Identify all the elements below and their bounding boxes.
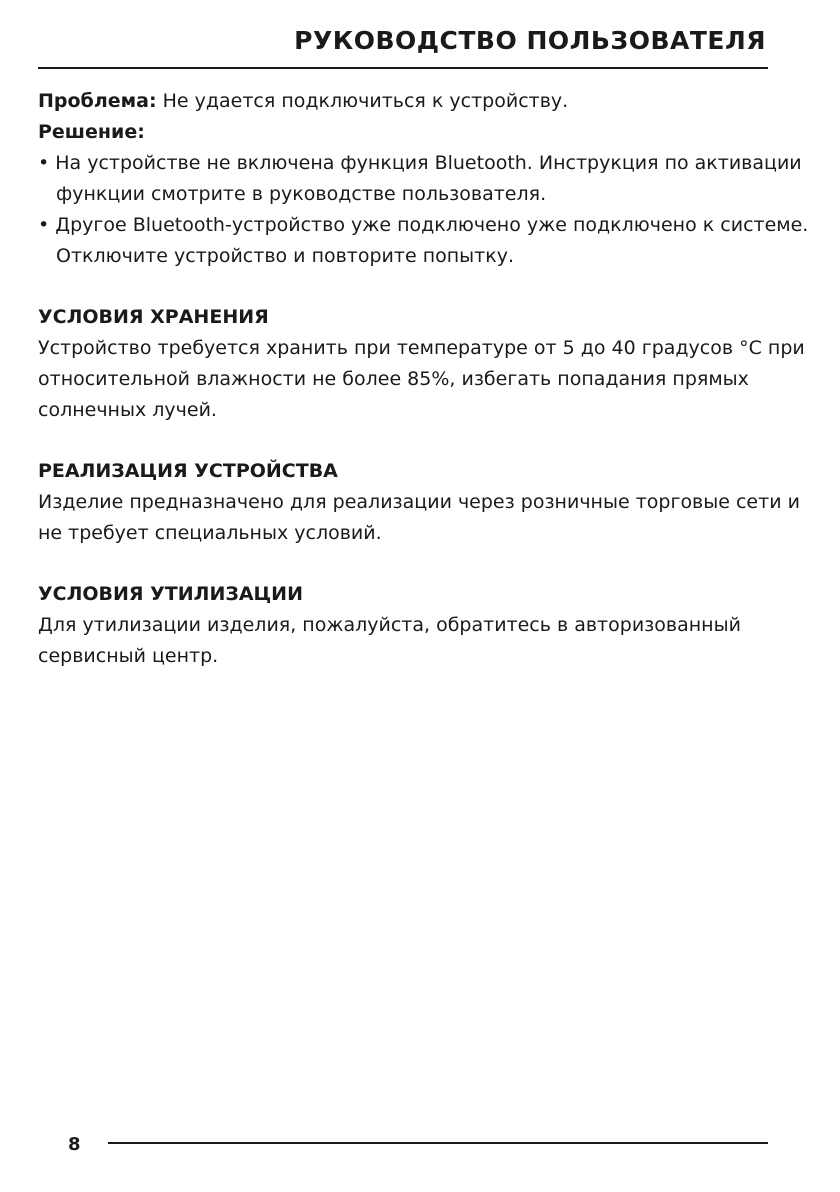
storage-title: УСЛОВИЯ ХРАНЕНИЯ [38,306,269,328]
disposal-text-line: сервисный центр. [38,645,219,667]
sales-text-line: Изделие предназначено для реализации через розничные торговые сети и [38,491,800,513]
troubleshooting-section [38,86,818,272]
disposal-section [38,579,818,672]
solution-label: Решение: [38,121,145,143]
page-number: 8 [68,1134,81,1155]
disposal-text-line: Для утилизации изделия, пожалуйста, обратитесь в авторизованный [38,614,741,636]
storage-text-line: относительной влажности не более 85%, избегать попадания прямых [38,368,749,390]
problem-text: Не удается подключиться к устройству. [156,90,569,112]
solution-bullet-2: • Другое Bluetooth-устройство уже подключено уже подключено к системе. [38,214,809,236]
sales-title: РЕАЛИЗАЦИЯ УСТРОЙСТВА [38,460,338,482]
sales-section [38,456,818,549]
disposal-title: УСЛОВИЯ УТИЛИЗАЦИИ [38,583,303,605]
storage-section [38,302,818,426]
storage-text-line: Устройство требуется хранить при температуре от 5 до 40 градусов °C при [38,337,805,359]
problem-line [38,86,818,117]
solution-bullet-1-continuation: функции смотрите в руководстве пользователя. [56,183,547,205]
solution-bullet-1: • На устройстве не включена функция Bluetooth. Инструкция по активации [38,152,802,174]
footer-divider [108,1142,768,1144]
storage-text-line: солнечных лучей. [38,399,217,421]
problem-label: Проблема: [38,90,157,112]
header-divider [38,67,768,69]
sales-text-line: не требует специальных условий. [38,522,382,544]
solution-bullet-2-continuation: Отключите устройство и повторите попытку. [56,245,515,267]
page-header-title: РУКОВОДСТВО ПОЛЬЗОВАТЕЛЯ [294,26,766,55]
page-content [38,86,818,672]
